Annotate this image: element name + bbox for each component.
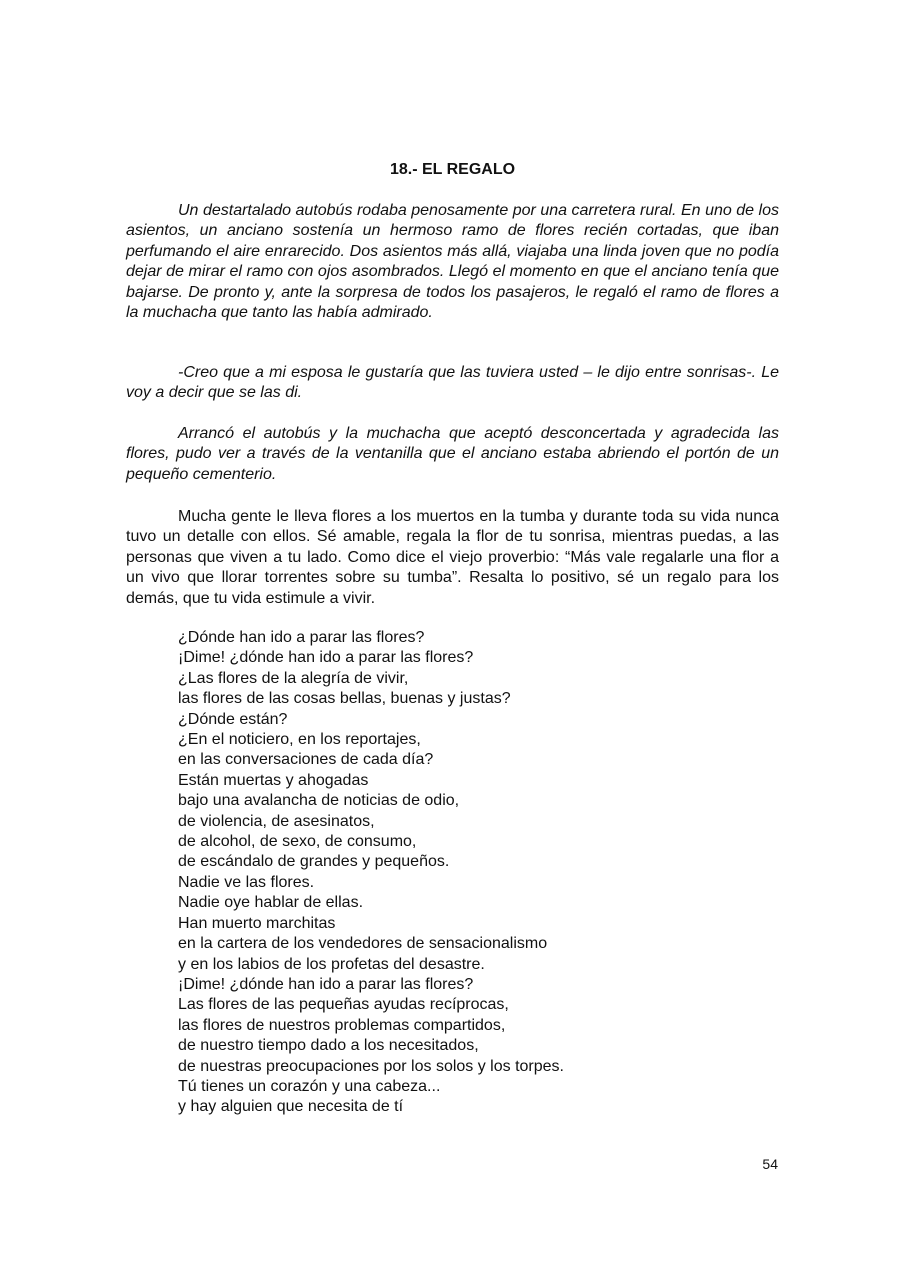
paragraph-reflection bbox=[126, 507, 779, 609]
paragraph-text: Arrancó el autobús y la muchacha que aceptó desconcertada y agradecida las flores, pudo ver a través de la ventanilla que el anciano estaba abriendo el portón de un pequeño cementerio. bbox=[126, 425, 779, 483]
poem-line: ¿Las flores de la alegría de vivir, bbox=[178, 669, 409, 687]
poem-line: y en los labios de los profetas del desastre. bbox=[178, 955, 485, 973]
poem-line: Tú tienes un corazón y una cabeza... bbox=[178, 1077, 441, 1095]
poem-line: Han muerto marchitas bbox=[178, 914, 336, 932]
poem-line: ¿Dónde están? bbox=[178, 710, 288, 728]
poem-line: y hay alguien que necesita de tí bbox=[178, 1098, 404, 1116]
paragraph-text: Un destartalado autobús rodaba penosamente por una carretera rural. En uno de los asientos, un anciano sostenía un hermoso ramo de flores recién cortadas, que iban perfumando el aire enrarecido. Dos asientos más allá, viajaba una linda joven que no podía dejar de mirar el ramo con ojos asombrados. Llegó el momento en que el anciano tenía que bajarse. De pronto y, ante la sorpresa de todos los pasajeros, le regaló el ramo de flores a la muchacha que tanto las había admirado. bbox=[126, 202, 779, 322]
poem-line: de violencia, de asesinatos, bbox=[178, 812, 375, 830]
poem-line: las flores de nuestros problemas compartidos, bbox=[178, 1016, 506, 1034]
poem-line: ¡Dime! ¿dónde han ido a parar las flores? bbox=[178, 649, 474, 667]
poem-line: de alcohol, de sexo, de consumo, bbox=[178, 833, 417, 851]
poem-line: Las flores de las pequeñas ayudas recíprocas, bbox=[178, 996, 509, 1014]
paragraph-text: Mucha gente le lleva flores a los muertos en la tumba y durante toda su vida nunca tuvo un detalle con ellos. Sé amable, regala la flor de tu sonrisa, mientras puedas, a las personas que viven a tu lado. Como dice el viejo proverbio: “Más vale regalarle una flor a un vivo que llorar torrentes sobre su tumba”. Resalta lo positivo, sé un regalo para los demás, que tu vida estimule a vivir. bbox=[126, 508, 779, 607]
poem-line: de nuestro tiempo dado a los necesitados, bbox=[178, 1037, 479, 1055]
poem-line: de nuestras preocupaciones por los solos y los torpes. bbox=[178, 1057, 564, 1075]
poem bbox=[178, 628, 564, 1118]
poem-line: de escándalo de grandes y pequeños. bbox=[178, 853, 450, 871]
poem-line: bajo una avalancha de noticias de odio, bbox=[178, 792, 460, 810]
paragraph-text: -Creo que a mi esposa le gustaría que las tuviera usted – le dijo entre sonrisas-. Le voy a decir que se las di. bbox=[126, 364, 779, 402]
poem-line: ¿En el noticiero, en los reportajes, bbox=[178, 731, 421, 749]
poem-line: Nadie oye hablar de ellas. bbox=[178, 894, 364, 912]
chapter-title: 18.- EL REGALO bbox=[389, 161, 516, 178]
page-number: 54 bbox=[762, 1156, 778, 1172]
paragraph-cemetery bbox=[126, 424, 779, 485]
poem-line: en las conversaciones de cada día? bbox=[178, 751, 434, 769]
poem-line: Están muertas y ahogadas bbox=[178, 771, 369, 789]
paragraph-bus-story bbox=[126, 201, 779, 323]
poem-line: ¡Dime! ¿dónde han ido a parar las flores? bbox=[178, 975, 474, 993]
poem-line: Nadie ve las flores. bbox=[178, 873, 315, 891]
poem-line: las flores de las cosas bellas, buenas y justas? bbox=[178, 690, 511, 708]
poem-line: en la cartera de los vendedores de sensacionalismo bbox=[178, 935, 548, 953]
poem-line: ¿Dónde han ido a parar las flores? bbox=[178, 629, 425, 646]
paragraph-dialogue bbox=[126, 363, 779, 404]
